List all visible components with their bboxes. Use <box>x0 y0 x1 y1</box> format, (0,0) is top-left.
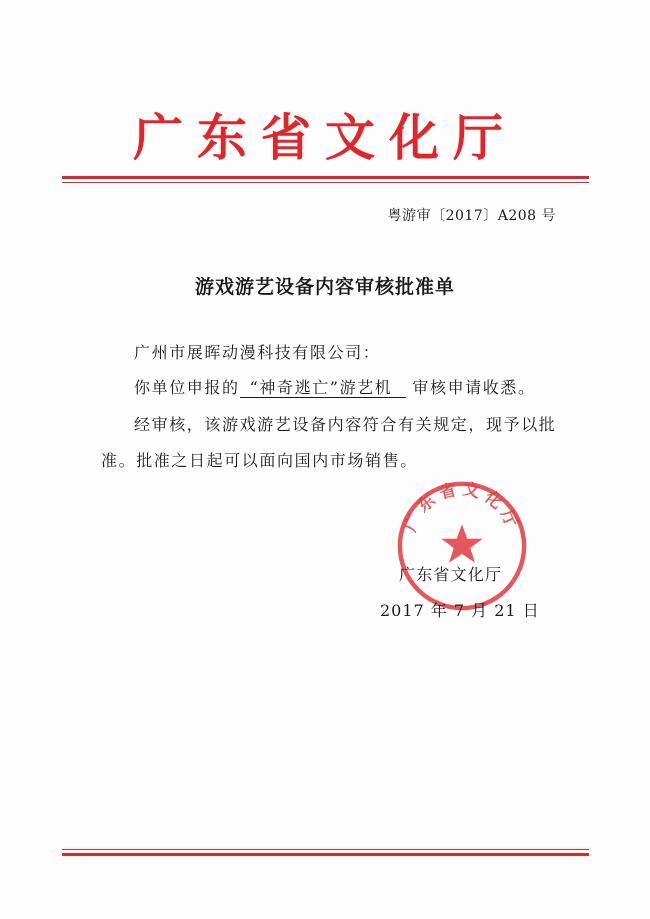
body-line-application <box>134 375 536 398</box>
letterhead-title: 广东省文化厅 <box>133 109 517 167</box>
body-line-review: 经审核，该游戏游艺设备内容符合有关规定，现予以批 <box>134 415 557 434</box>
application-suffix: 审核申请收悉。 <box>412 378 536 397</box>
application-prefix: 你单位申报的 <box>134 378 240 397</box>
letterhead-rule-top-thin <box>62 182 589 183</box>
signature-date: 2017 年 7 月 21 日 <box>380 601 540 620</box>
letterhead-rule-top-thick <box>62 176 589 179</box>
body-line-approval: 准。批准之日起可以面向国内市场销售。 <box>101 451 418 470</box>
document-title: 游戏游艺设备内容审核批准单 <box>194 276 455 298</box>
salutation: 广州市展晖动漫科技有限公司： <box>134 343 381 362</box>
official-seal <box>393 477 531 615</box>
seal-text: 广东省文化厅 <box>399 478 525 535</box>
seal-star-icon <box>441 524 482 562</box>
document-number: 粤游审〔2017〕A208 号 <box>387 208 556 224</box>
footer-rule-thin <box>62 849 589 850</box>
product-name: “神奇逃亡”游艺机 <box>240 379 407 398</box>
signature-organization: 广东省文化厅 <box>399 565 503 584</box>
footer-rule-thick <box>62 853 589 856</box>
